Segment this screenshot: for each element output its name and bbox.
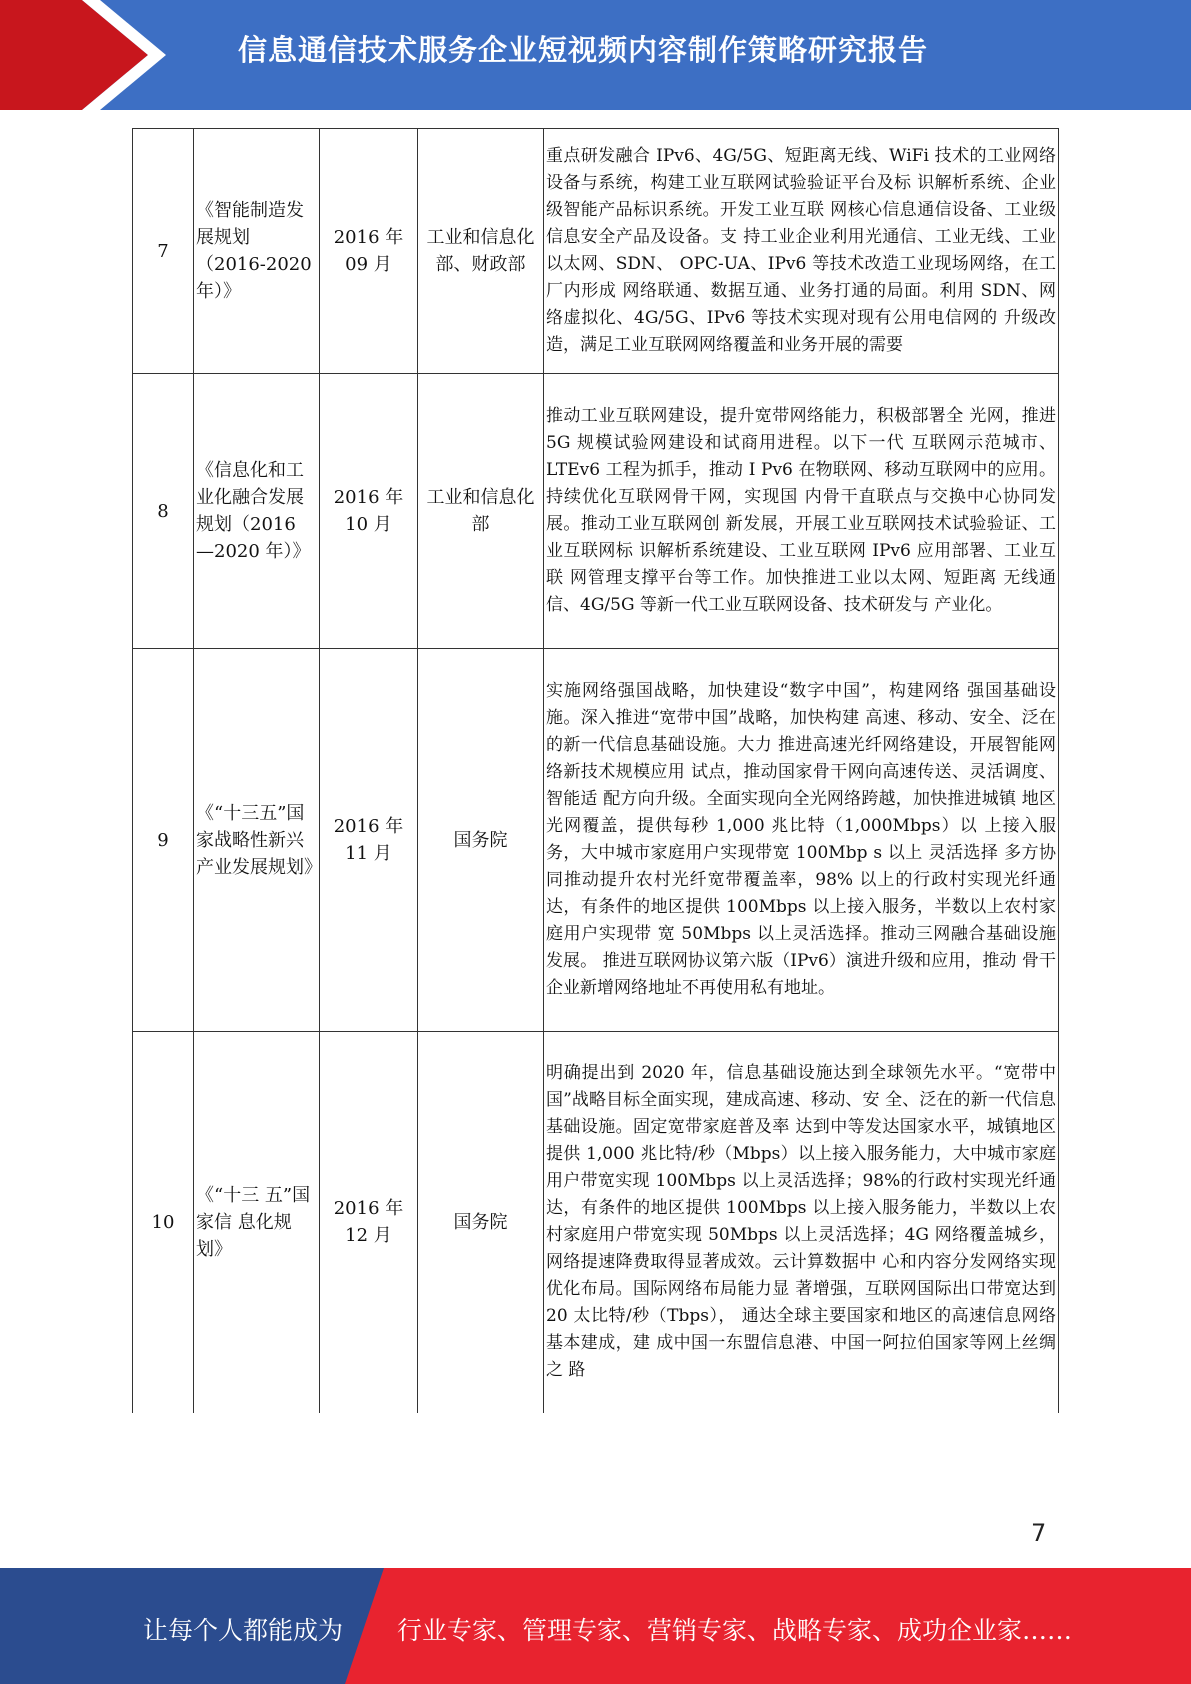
issuing-department: 国务院 xyxy=(418,1032,544,1413)
issuing-department: 工业和信息化部、财政部 xyxy=(418,129,544,374)
issuing-department: 工业和信息化部 xyxy=(418,374,544,649)
footer-slogan-left: 让每个人都能成为 xyxy=(143,1616,344,1645)
issue-date: 2016 年 12 月 xyxy=(320,1032,418,1413)
report-title: 信息通信技术服务企业短视频内容制作策略研究报告 xyxy=(238,33,929,67)
table-row xyxy=(133,129,1059,374)
page-number: 7 xyxy=(1031,1519,1047,1547)
row-number: 8 xyxy=(133,374,194,649)
policy-name: 《“十三 五”国家信 息化规划》 xyxy=(194,1032,320,1413)
row-number: 9 xyxy=(133,649,194,1032)
policy-content: 明确提出到 2020 年，信息基础设施达到全球领先水平。“宽带中国”战略目标全面实现，建成高速、移动、安 全、泛在的新一代信息基础设施。固定宽带家庭普及率 达到中等发达国家水平，城镇地区提供 1,000 兆比特/秒（Mbps）以上接入服务能力，大中城市家庭用户带宽实现 100Mbps 以上灵活选择；98%的行政村实现光纤通达，有条件的地区提供 100Mbps 以上接入服务能力，半数以上农村家庭用户带宽实现 50Mbps 以上灵活选择；4G 网络覆盖城乡，网络提速降费取得显著成效。云计算数据中 心和内容分发网络实现优化布局。国际网络布局能力显 著增强，互联网国际出口带宽达到 20 太比特/秒（Tbps）， 通达全球主要国家和地区的高速信息网络基本建成，建 成中国一东盟信息港、中国一阿拉伯国家等网上丝绸之 路 xyxy=(544,1032,1059,1413)
issue-date: 2016 年 10 月 xyxy=(320,374,418,649)
row-number: 10 xyxy=(133,1032,194,1413)
issue-date: 2016 年 09 月 xyxy=(320,129,418,374)
policy-name: 《信息化和工业化融合发展规划（2016 —2020 年）》 xyxy=(194,374,320,649)
page-header xyxy=(0,0,1191,110)
policy-content: 推动工业互联网建设，提升宽带网络能力，积极部署全 光网，推进 5G 规模试验网建设和试商用进程。以下一代 互联网示范城市、LTEv6 工程为抓手，推动 I Pv6 在物联网、移动互联网中的应用。持续优化互联网骨干网，实现国 内骨干直联点与交换中心协同发展。推动工业互联网创 新发展，开展工业互联网技术试验验证、工业互联网标 识解析系统建设、工业互联网 IPv6 应用部署、工业互联 网管理支撑平台等工作。加快推进工业以太网、短距离 无线通信、4G/5G 等新一代工业互联网设备、技术研发与 产业化。 xyxy=(544,374,1059,649)
row-number: 7 xyxy=(133,129,194,374)
policy-content: 实施网络强国战略，加快建设“数字中国”，构建网络 强国基础设施。深入推进“宽带中国”战略，加快构建 高速、移动、安全、泛在的新一代信息基础设施。大力 推进高速光纤网络建设，开展智能网络新技术规模应用 试点，推动国家骨干网向高速传送、灵活调度、智能适 配方向升级。全面实现向全光网络跨越，加快推进城镇 地区光网覆盖，提供每秒 1,000 兆比特（1,000Mbps）以 上接入服务，大中城市家庭用户实现带宽 100Mbp s 以上 灵活选择 多方协同推动提升农村光纤宽带覆盖率，98% 以上的行政村实现光纤通达，有条件的地区提供 100Mbps 以上接入服务，半数以上农村家庭用户实现带 宽 50Mbps 以上灵活选择。推动三网融合基础设施发展。 推进互联网协议第六版（IPv6）演进升级和应用，推动 骨干企业新增网络地址不再使用私有地址。 xyxy=(544,649,1059,1032)
issuing-department: 国务院 xyxy=(418,649,544,1032)
policy-name: 《“十三五”国家战略性新兴产业发展规划》 xyxy=(194,649,320,1032)
table-row xyxy=(133,649,1059,1032)
table-row xyxy=(133,374,1059,649)
table-row xyxy=(133,1032,1059,1413)
page-footer xyxy=(0,1568,1191,1684)
issue-date: 2016 年 11 月 xyxy=(320,649,418,1032)
policy-content: 重点研发融合 IPv6、4G/5G、短距离无线、WiFi 技术的工业网络设备与系统，构建工业互联网试验验证平台及标 识解析系统、企业级智能产品标识系统。开发工业互联 网核心信息通信设备、工业级信息安全产品及设备。支 持工业企业利用光通信、工业无线、工业以太网、SDN、 OPC-UA、IPv6 等技术改造工业现场网络，在工厂内形成 网络联通、数据互通、业务打通的局面。利用 SDN、网 络虚拟化、4G/5G、IPv6 等技术实现对现有公用电信网的 升级改造，满足工业互联网网络覆盖和业务开展的需要 xyxy=(544,129,1059,374)
policy-name: 《智能制造发展规划（2016-2020 年）》 xyxy=(194,129,320,374)
policy-table xyxy=(132,128,1059,1413)
footer-slogan-right: 行业专家、管理专家、营销专家、战略专家、成功企业家…… xyxy=(397,1616,1073,1645)
